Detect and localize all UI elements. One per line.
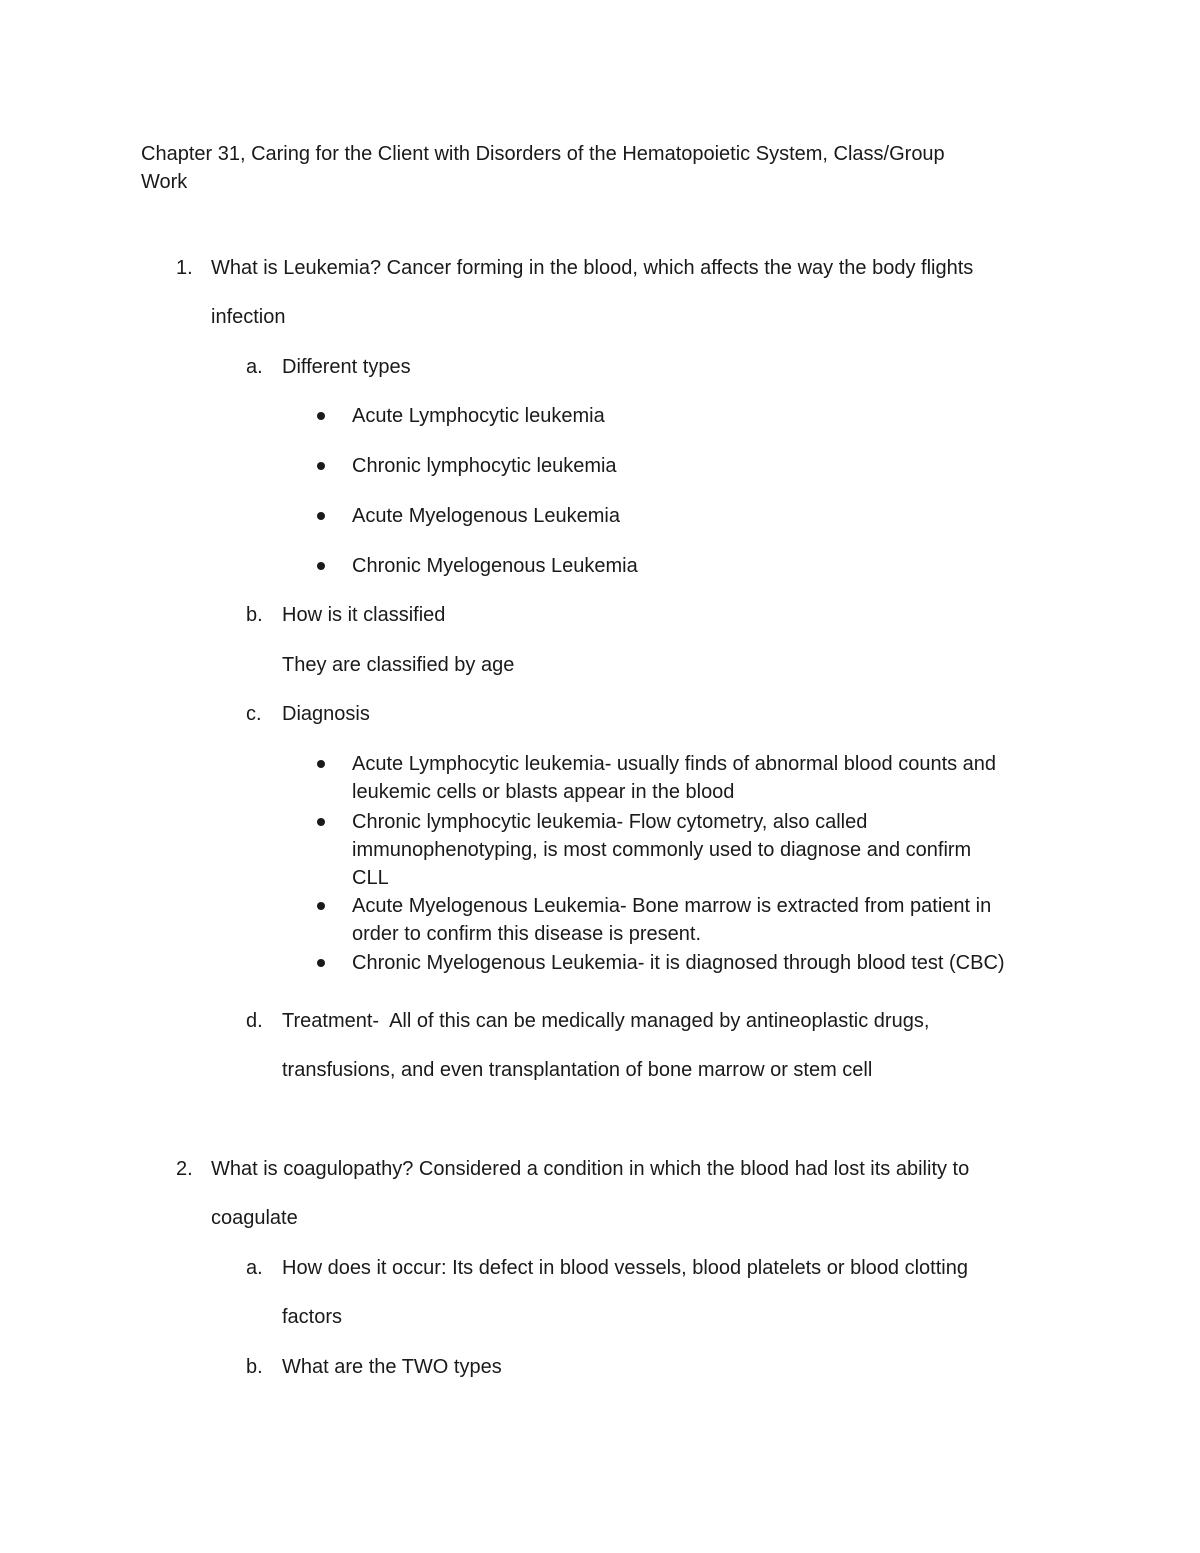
q2a-line1: How does it occur: Its defect in blood vessels, blood platelets or blood clotting [282, 1257, 968, 1279]
q1-marker: 1. [176, 257, 193, 279]
q1-text-line1: What is Leukemia? Cancer forming in the blood, which affects the way the body flights [211, 257, 974, 279]
q2a-marker: a. [246, 1257, 263, 1279]
list-item: Chronic lymphocytic leukemia [352, 455, 617, 477]
bullet-icon [317, 562, 325, 570]
q2b-label: What are the TWO types [282, 1356, 502, 1378]
list-item: Acute Myelogenous Leukemia [352, 505, 620, 527]
q1b-marker: b. [246, 604, 263, 626]
q1b-label: How is it classified [282, 604, 446, 626]
q1d-line2: transfusions, and even transplantation of bone marrow or stem cell [282, 1059, 873, 1081]
q1d-line1: Treatment- All of this can be medically managed by antineoplastic drugs, [282, 1010, 930, 1032]
q2-text-line1: What is coagulopathy? Considered a condition in which the blood had lost its ability to [211, 1158, 970, 1180]
q2b-marker: b. [246, 1356, 263, 1378]
list-item: Chronic Myelogenous Leukemia [352, 555, 638, 577]
q1c-marker: c. [246, 703, 262, 725]
bullet-icon [317, 462, 325, 470]
document-title-line1: Chapter 31, Caring for the Client with Disorders of the Hematopoietic System, Class/Group [141, 143, 945, 165]
q2a-line2: factors [282, 1306, 343, 1328]
bullet-icon [317, 512, 325, 520]
q2-text-line2: coagulate [211, 1207, 298, 1229]
list-item-line: immunophenotyping, is most commonly used to diagnose and confirm [352, 839, 972, 861]
q1a-marker: a. [246, 356, 263, 378]
list-item-line: Acute Myelogenous Leukemia- Bone marrow is extracted from patient in [352, 895, 992, 917]
q2-marker: 2. [176, 1158, 193, 1180]
bullet-icon [317, 959, 325, 967]
bullet-icon [317, 818, 325, 826]
document-title-line2: Work [141, 171, 188, 193]
list-item-line: Chronic Myelogenous Leukemia- it is diagnosed through blood test (CBC) [352, 952, 1005, 974]
bullet-icon [317, 412, 325, 420]
list-item-line: Acute Lymphocytic leukemia- usually finds of abnormal blood counts and [352, 753, 997, 775]
list-item-line: leukemic cells or blasts appear in the blood [352, 781, 735, 803]
list-item-line: order to confirm this disease is present. [352, 923, 702, 945]
bullet-icon [317, 902, 325, 910]
q1b-answer: They are classified by age [282, 654, 515, 676]
list-item-line: CLL [352, 867, 389, 889]
q1a-label: Different types [282, 356, 411, 378]
q1d-marker: d. [246, 1010, 263, 1032]
bullet-icon [317, 760, 325, 768]
q1-text-line2: infection [211, 306, 286, 328]
q1c-label: Diagnosis [282, 703, 370, 725]
list-item: Acute Lymphocytic leukemia [352, 405, 605, 427]
list-item-line: Chronic lymphocytic leukemia- Flow cytometry, also called [352, 811, 868, 833]
